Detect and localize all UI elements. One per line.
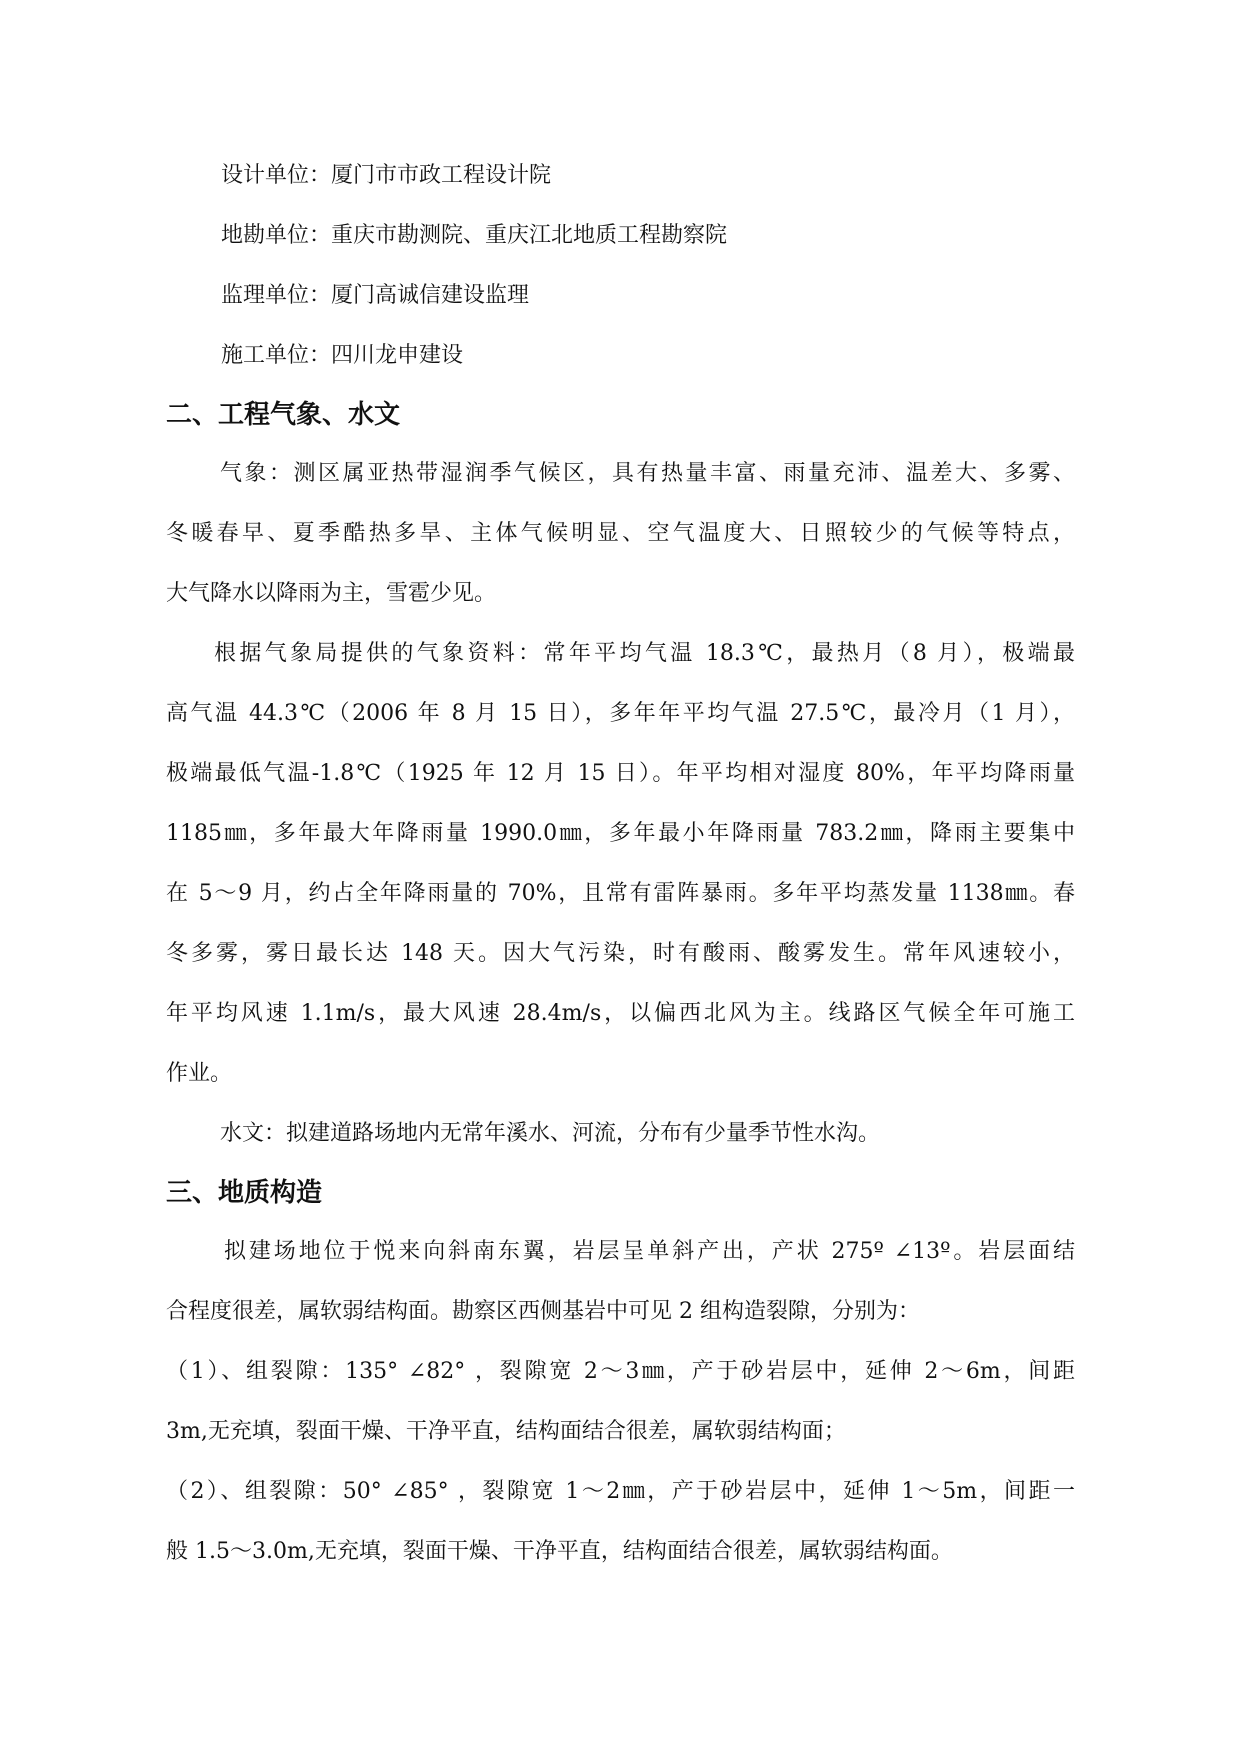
paragraph-line: 冬多雾，雾日最长达 148 天。因大气污染，时有酸雨、酸雾发生。常年风速较小， bbox=[166, 941, 1075, 966]
paragraph-crack-set-2 bbox=[166, 1462, 1075, 1582]
paragraph-line: 1185㎜，多年最大年降雨量 1990.0㎜，多年最小年降雨量 783.2㎜，降雨主要集中 bbox=[166, 821, 1075, 846]
paragraph-line: （2）、组裂隙：50° ∠85° ，裂隙宽 1～2㎜，产于砂岩层中，延伸 1～5m，间距一 bbox=[166, 1479, 1075, 1504]
section-heading-weather-hydrology: 二、工程气象、水文 bbox=[166, 400, 401, 430]
paragraph-line: 大气降水以降雨为主，雪雹少见。 bbox=[166, 581, 497, 606]
paragraph-line: 作业。 bbox=[166, 1061, 233, 1086]
survey-unit: 地勘单位：重庆市勘测院、重庆江北地质工程勘察院 bbox=[221, 223, 728, 248]
paragraph-geology-intro bbox=[166, 1222, 1075, 1342]
supervision-unit: 监理单位：厦门高诚信建设监理 bbox=[221, 283, 530, 308]
paragraph-meteorology bbox=[166, 444, 1075, 624]
construction-unit: 施工单位：四川龙申建设 bbox=[221, 343, 464, 368]
paragraph-line: 气象：测区属亚热带湿润季气候区，具有热量丰富、雨量充沛、温差大、多雾、 bbox=[220, 461, 1075, 486]
paragraph-line: 冬暖春早、夏季酷热多旱、主体气候明显、空气温度大、日照较少的气候等特点， bbox=[166, 521, 1075, 546]
paragraph-line: 高气温 44.3℃（2006 年 8 月 15 日），多年年平均气温 27.5℃，最冷月（1 月）， bbox=[166, 701, 1075, 726]
paragraph-line: （1）、组裂隙：135° ∠82° ，裂隙宽 2～3㎜，产于砂岩层中，延伸 2～6m，间距 bbox=[166, 1359, 1075, 1384]
paragraph-line: 根据气象局提供的气象资料：常年平均气温 18.3℃，最热月（8 月），极端最 bbox=[214, 641, 1075, 666]
paragraph-line: 合程度很差，属软弱结构面。勘察区西侧基岩中可见 2 组构造裂隙，分别为： bbox=[166, 1299, 920, 1324]
paragraph-crack-set-1 bbox=[166, 1342, 1075, 1462]
paragraph-climate-data bbox=[166, 624, 1075, 1104]
paragraph-hydrology: 水文：拟建道路场地内无常年溪水、河流，分布有少量季节性水沟。 bbox=[220, 1121, 881, 1146]
section-heading-geologic-structure: 三、地质构造 bbox=[166, 1178, 323, 1208]
paragraph-line: 在 5～9 月，约占全年降雨量的 70%，且常有雷阵暴雨。多年平均蒸发量 1138㎜。春 bbox=[166, 881, 1075, 906]
paragraph-line: 拟建场地位于悦来向斜南东翼，岩层呈单斜产出，产状 275º ∠13º。岩层面结 bbox=[224, 1239, 1075, 1264]
paragraph-line: 般 1.5～3.0m,无充填，裂面干燥、干净平直，结构面结合很差，属软弱结构面。 bbox=[166, 1539, 953, 1564]
paragraph-line: 年平均风速 1.1m/s，最大风速 28.4m/s，以偏西北风为主。线路区气候全年可施工 bbox=[166, 1001, 1075, 1026]
paragraph-line: 3m,无充填，裂面干燥、干净平直，结构面结合很差，属软弱结构面； bbox=[166, 1419, 846, 1444]
design-unit: 设计单位：厦门市市政工程设计院 bbox=[221, 163, 552, 188]
paragraph-line: 极端最低气温-1.8℃（1925 年 12 月 15 日）。年平均相对湿度 80%，年平均降雨量 bbox=[166, 761, 1075, 786]
